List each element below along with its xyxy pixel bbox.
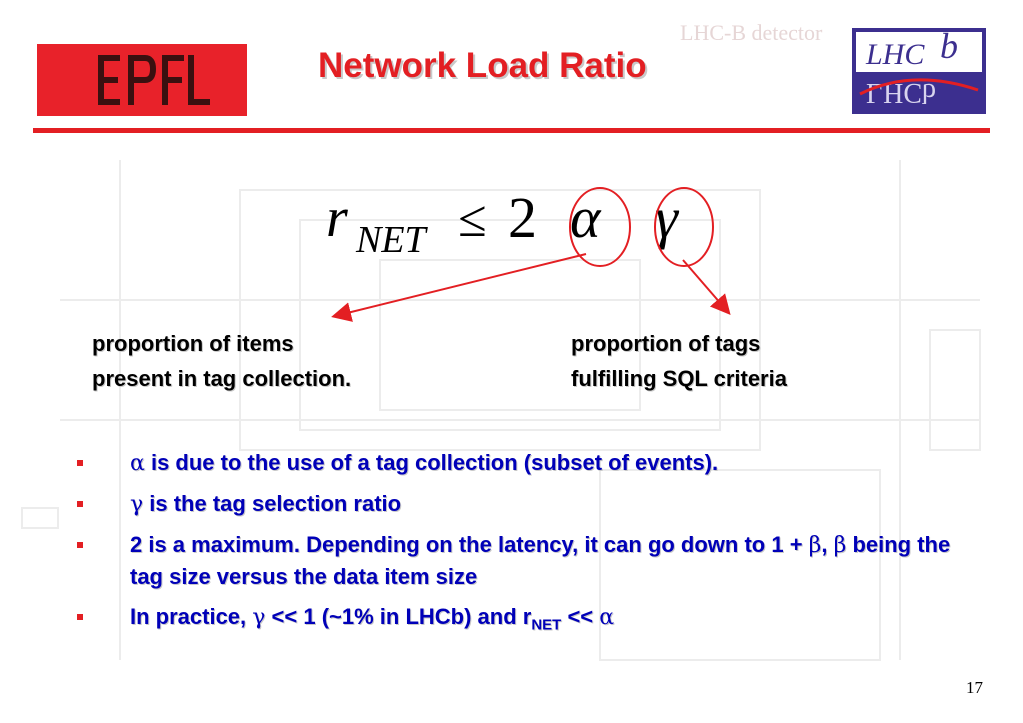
alpha-caption-line-1: proportion of items	[92, 331, 294, 356]
slide-title: Network Load Ratio	[318, 46, 647, 85]
formula-gamma: γ	[655, 185, 678, 250]
bullet-practice-text-b: << 1 (~1% in LHCb) and r	[265, 604, 532, 629]
formula-less-equal: ≤	[458, 191, 487, 248]
svg-text:b: b	[940, 28, 958, 66]
gamma-symbol: γ	[130, 492, 144, 517]
bullet-practice	[72, 601, 952, 640]
beta-symbol: β	[833, 533, 847, 558]
formula-alpha: α	[570, 185, 601, 250]
background-watermark-text: LHC-B detector	[680, 20, 823, 45]
beta-symbol: β	[808, 533, 822, 558]
bullet-gamma-text: is the tag selection ratio	[143, 491, 402, 516]
bullet-alpha	[72, 447, 952, 479]
alpha-caption-line-2: present in tag collection.	[92, 366, 352, 391]
bullet-maximum-text-c: being the tag size versus the data item size	[130, 532, 951, 589]
bullet-practice-text-c: <<	[561, 604, 600, 629]
svg-text:LHCb: LHCb	[866, 77, 936, 108]
svg-text:LHC: LHC	[866, 38, 925, 71]
gamma-caption-line-1: proportion of tags	[571, 331, 761, 356]
bullet-maximum	[72, 529, 952, 592]
gamma-caption-line-2: fulfilling SQL criteria	[571, 366, 787, 391]
formula-r: r	[326, 187, 348, 249]
bullet-marker	[77, 460, 83, 466]
alpha-caption	[92, 326, 452, 396]
alpha-symbol: α	[599, 605, 615, 630]
formula-net-subscript: NET	[356, 219, 426, 261]
bullet-maximum-text-a: 2 is a maximum. Depending on the latency, it can go down to 1 +	[130, 532, 809, 557]
bullet-alpha-text: is due to the use of a tag collection (subset of events).	[144, 450, 719, 475]
bullet-marker	[77, 501, 83, 507]
alpha-highlight-circle	[570, 188, 630, 266]
bullet-marker	[77, 614, 83, 620]
bullet-marker	[77, 542, 83, 548]
bullet-maximum-text-b: ,	[821, 532, 834, 557]
formula-factor: 2	[508, 185, 537, 250]
bullet-gamma	[72, 488, 952, 520]
gamma-highlight-circle	[655, 188, 713, 266]
gamma-caption	[571, 326, 891, 396]
bullet-practice-text-a: In practice,	[130, 604, 253, 629]
gamma-arrow	[683, 260, 728, 312]
net-subscript: NET	[531, 616, 562, 634]
gamma-symbol: γ	[252, 605, 266, 630]
page-number: 17	[966, 678, 983, 697]
alpha-arrow	[335, 254, 586, 316]
bullet-list	[72, 447, 952, 649]
alpha-symbol: α	[130, 451, 145, 476]
